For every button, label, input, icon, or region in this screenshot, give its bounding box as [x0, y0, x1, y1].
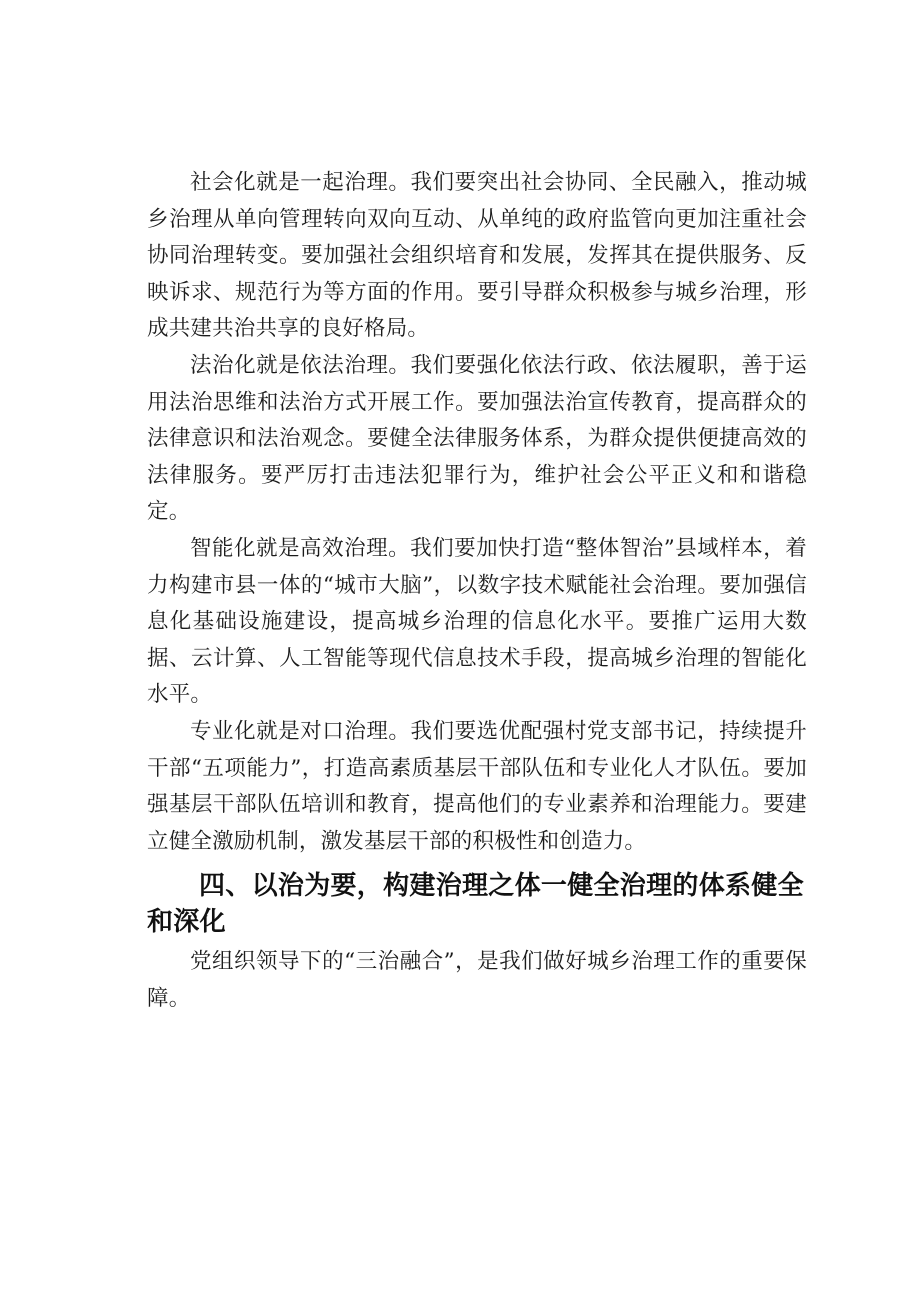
paragraph-closing: 党组织领导下的“三治融合”，是我们做好城乡治理工作的重要保障。	[147, 949, 807, 1011]
paragraph-socialization: 社会化就是一起治理。我们要突出社会协同、全民融入，推动城乡治理从单向管理转向双向互动、从单纯的政府监管向更加注重社会协同治理转变。要加强社会组织培育和发展，发挥其在提供服务、反映诉求、规范行为等方面的作用。要引导群众积极参与城乡治理，形成共建共治共享的良好格局。	[147, 170, 807, 342]
section-heading: 四、以治为要，构建治理之体一健全治理的体系健全和深化	[147, 871, 804, 938]
paragraph-intelligence: 智能化就是高效治理。我们要加快打造“整体智治”县域样本，着力构建市县一体的“城市大脑”，以数字技术赋能社会治理。要加强信息化基础设施建设，提高城乡治理的信息化水平。要推广运用大数据、云计算、人工智能等现代信息技术手段，提高城乡治理的智能化水平。	[147, 535, 807, 708]
paragraph-rule-of-law: 法治化就是依法治理。我们要强化依法行政、依法履职，善于运用法治思维和法治方式开展工作。要加强法治宣传教育，提高群众的法律意识和法治观念。要健全法律服务体系，为群众提供便捷高效的法律服务。要严厉打击违法犯罪行为，维护社会公平正义和和谐稳定。	[147, 352, 807, 525]
document-body	[147, 165, 807, 1017]
paragraph-professionalization: 专业化就是对口治理。我们要选优配强村党支部书记，持续提升干部“五项能力”，打造高素质基层干部队伍和专业化人才队伍。要加强基层干部队伍培训和教育，提高他们的专业素养和治理能力。要建立健全激励机制，激发基层干部的积极性和创造力。	[147, 718, 807, 854]
